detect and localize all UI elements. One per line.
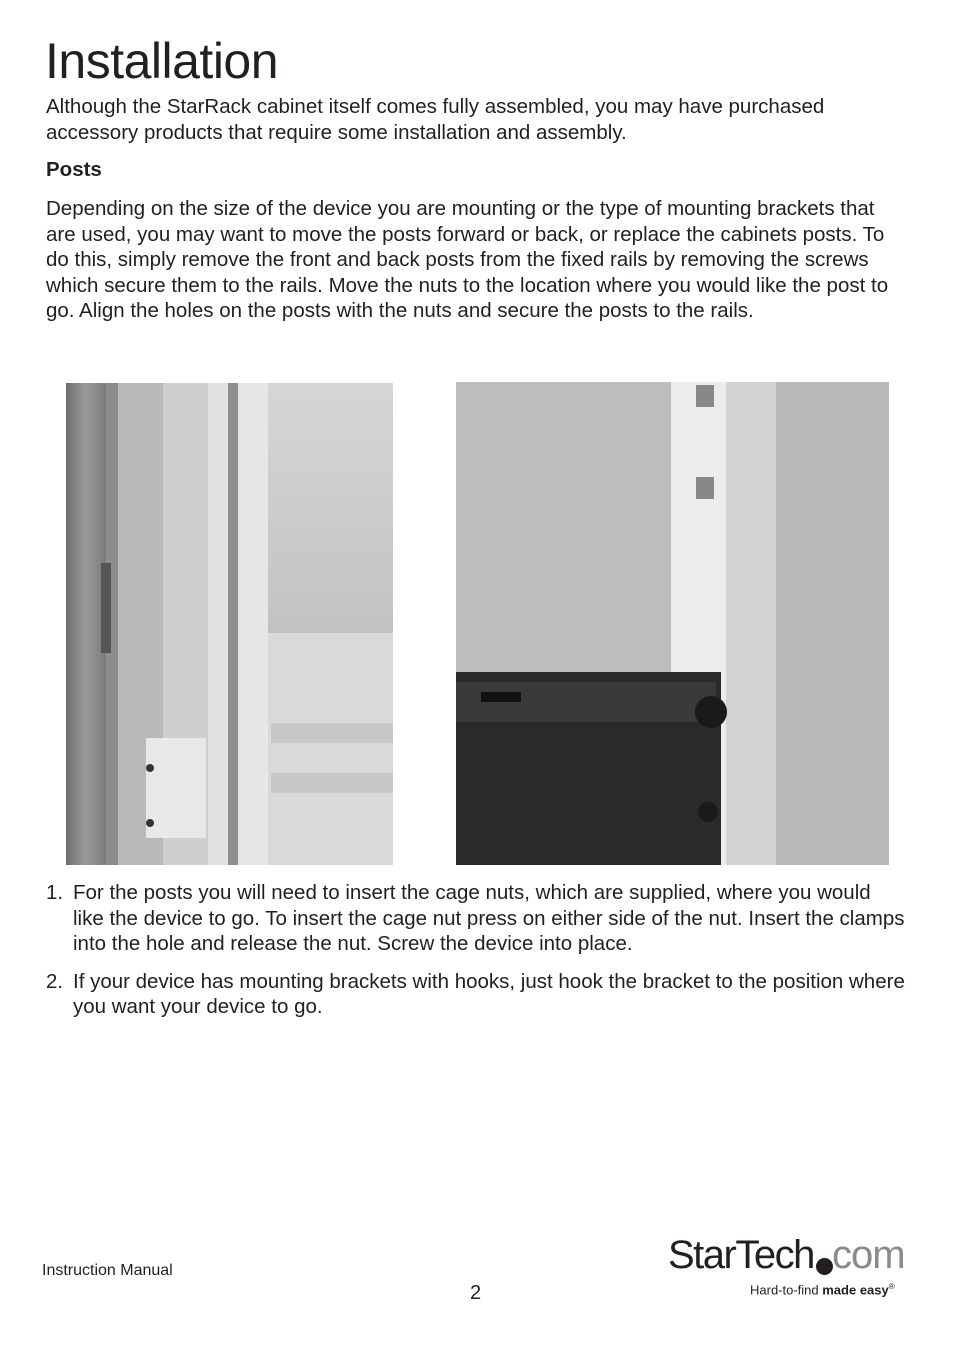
logo-dot-icon [816,1258,833,1275]
step-text: For the posts you will need to insert the cage nuts, which are supplied, where you would like the device to go. To insert the cage nut press on either side of the nut. Insert the clamps into the hole and release the nut. Screw the device into place. [73,881,905,956]
tagline-bold: made easy [822,1282,889,1298]
startech-logo [668,1232,918,1307]
installation-steps [46,880,906,1032]
section-heading-posts: Posts [46,158,102,181]
page-title: Installation [45,33,279,89]
logo-com: com [832,1233,905,1277]
footer-manual-label: Instruction Manual [42,1262,173,1279]
rack-post-photo [66,383,393,865]
step-text: If your device has mounting brackets with hooks, just hook the bracket to the position where you want your device to go. [73,969,905,1019]
list-item [46,880,906,957]
logo-tagline [750,1282,895,1297]
list-item [46,969,906,1020]
logo-wordmark: StarTech [668,1233,814,1277]
tagline-regular: Hard-to-find [750,1282,823,1298]
page-number: 2 [470,1282,482,1304]
step-number: 1. [46,881,64,904]
mounted-device-photo [456,382,889,865]
step-number: 2. [46,969,64,993]
intro-paragraph: Although the StarRack cabinet itself comes fully assembled, you may have purchased accessory products that require some installation and assembly. [46,95,825,144]
posts-paragraph: Depending on the size of the device you are mounting or the type of mounting brackets that are used, you may want to move the posts forward or back, or replace the cabinets posts. To do this, simply remove the front and back posts from the fixed rails by removing the screws which secure them to the rails. Move the nuts to the location where you would like the post to go. Align the holes on the posts with the nuts and secure the posts to the rails. [46,197,889,323]
registered-mark: ® [888,1282,895,1291]
